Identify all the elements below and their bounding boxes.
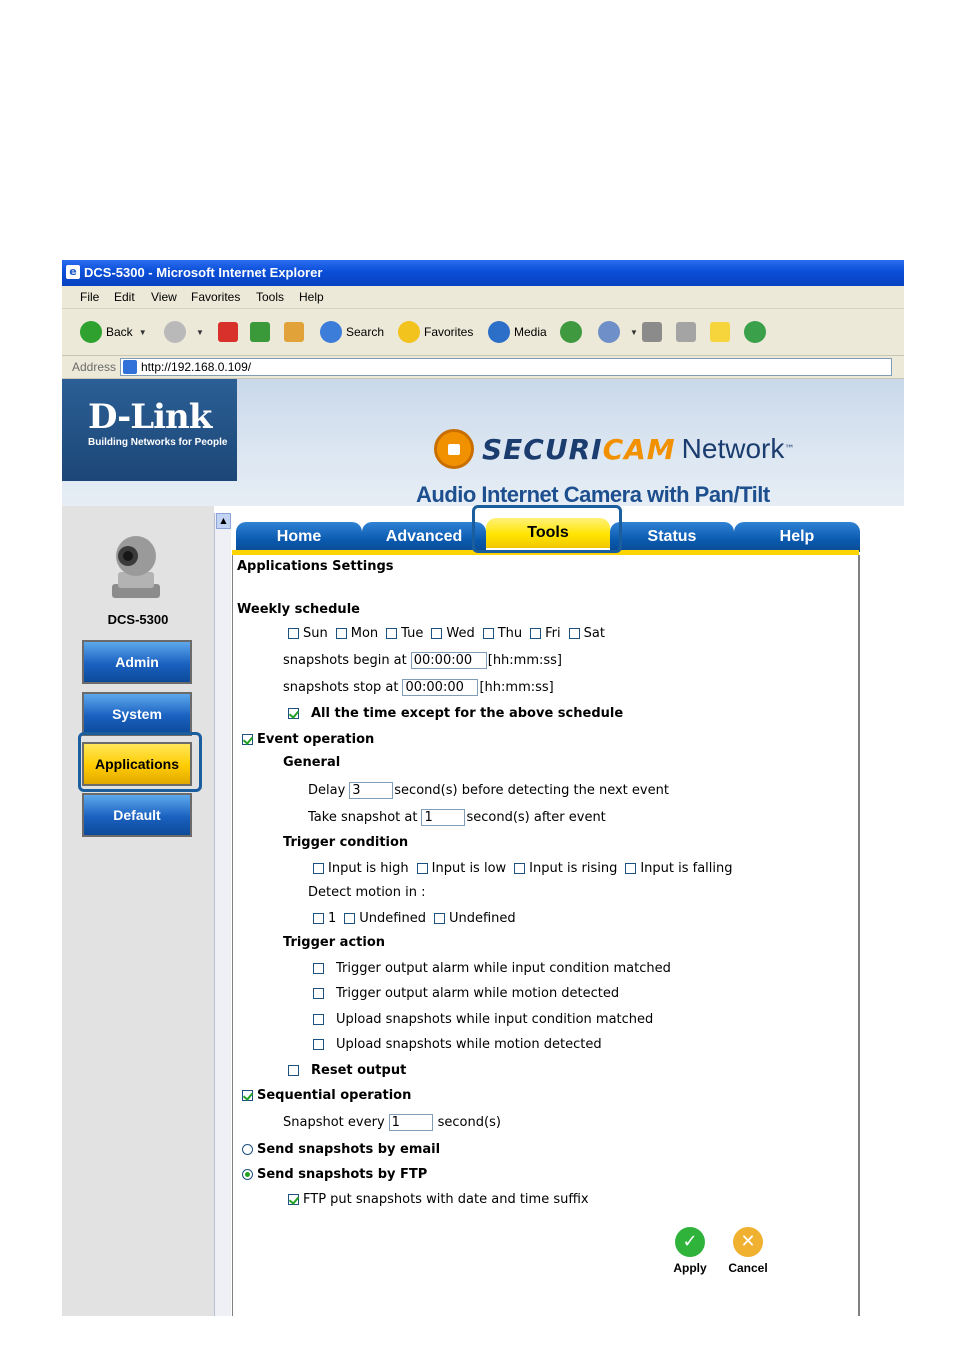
forward-button[interactable]	[164, 318, 204, 346]
favorites-button[interactable]	[398, 318, 473, 346]
back-arrow-icon	[80, 321, 102, 343]
applications-highlight	[78, 732, 202, 792]
action-1-label: Trigger output alarm while input condition matched	[336, 961, 671, 976]
event-operation-checkbox[interactable]	[242, 734, 253, 745]
action-3-checkbox[interactable]	[313, 1014, 324, 1025]
default-button[interactable]: Default	[82, 793, 192, 837]
ie-icon: e	[66, 265, 80, 279]
edit-button[interactable]	[676, 318, 696, 346]
window-title: DCS-5300 - Microsoft Internet Explorer	[84, 265, 323, 280]
day-fri-checkbox[interactable]	[530, 628, 541, 639]
input-falling-label: Input is falling	[640, 861, 733, 876]
day-fri-label: Fri	[545, 626, 561, 641]
menu-help[interactable]: Help	[299, 290, 324, 304]
tools-tab-highlight	[472, 505, 622, 553]
begin-row	[283, 652, 562, 669]
home-button[interactable]	[284, 318, 304, 346]
ftp-suffix-checkbox[interactable]	[288, 1194, 299, 1205]
menu-view[interactable]: View	[151, 290, 177, 304]
back-button[interactable]	[80, 318, 147, 346]
motion-window-1-label: 1	[328, 911, 337, 926]
menu-favorites[interactable]: Favorites	[191, 290, 241, 304]
input-conditions-row	[313, 861, 733, 876]
tab-tools[interactable]: Tools	[486, 518, 610, 548]
menu-tools[interactable]: Tools	[256, 290, 285, 304]
tab-home[interactable]: Home	[236, 522, 362, 552]
send-ftp-label: Send snapshots by FTP	[257, 1167, 428, 1182]
page-title: Applications Settings	[237, 559, 394, 574]
tab-advanced[interactable]: Advanced	[362, 522, 486, 552]
checkmark-icon: ✓	[675, 1227, 705, 1257]
star-icon	[398, 321, 420, 343]
camera-name: DCS-5300	[107, 612, 169, 627]
input-rising-label: Input is rising	[529, 861, 618, 876]
edit-icon	[676, 322, 696, 342]
stop-hint: [hh:mm:ss]	[479, 680, 554, 695]
media-icon	[488, 321, 510, 343]
media-label: Media	[514, 325, 547, 339]
print-button[interactable]	[642, 318, 662, 346]
event-operation-row	[242, 732, 374, 747]
page-icon	[123, 360, 137, 374]
all-time-row	[288, 706, 623, 721]
address-input[interactable]	[120, 358, 892, 376]
action-1-checkbox[interactable]	[313, 963, 324, 974]
securicam-logo	[434, 429, 794, 469]
ftp-suffix-row	[288, 1192, 589, 1207]
reset-output-checkbox[interactable]	[288, 1065, 299, 1076]
snapshot-every-label: Snapshot every	[283, 1115, 385, 1130]
securicam-part-1: SECURI	[482, 432, 603, 466]
day-sat-checkbox[interactable]	[569, 628, 580, 639]
input-rising-checkbox[interactable]	[514, 863, 525, 874]
take-snapshot-label: Take snapshot at	[308, 810, 418, 825]
input-low-checkbox[interactable]	[417, 863, 428, 874]
refresh-button[interactable]	[250, 318, 270, 346]
reset-output-label: Reset output	[311, 1063, 407, 1078]
search-button[interactable]	[320, 318, 384, 346]
scroll-up-icon[interactable]: ▲	[216, 513, 231, 529]
day-sat-label: Sat	[583, 626, 605, 641]
address-bar	[62, 356, 904, 379]
delay-label: Delay	[308, 783, 346, 798]
input-high-checkbox[interactable]	[313, 863, 324, 874]
stop-row	[283, 679, 554, 696]
applications-button[interactable]: Applications	[82, 742, 192, 786]
search-label: Search	[346, 325, 385, 339]
vertical-scrollbar[interactable]	[214, 513, 231, 1316]
note-icon	[710, 322, 730, 342]
take-snapshot-suffix: second(s) after event	[466, 810, 606, 825]
day-thu-label: Thu	[497, 626, 523, 641]
history-icon	[560, 321, 582, 343]
day-wed-label: Wed	[446, 626, 475, 641]
snapshot-every-row	[283, 1114, 501, 1131]
home-icon	[284, 322, 304, 342]
messenger-icon	[744, 321, 766, 343]
take-snapshot-row	[308, 809, 606, 826]
send-email-radio[interactable]	[242, 1144, 253, 1155]
back-label: Back	[106, 325, 133, 339]
action-3-label: Upload snapshots while input condition matched	[336, 1012, 654, 1027]
favorites-label: Favorites	[424, 325, 474, 339]
product-subtitle: Audio Internet Camera with Pan/Tilt	[416, 482, 770, 507]
send-ftp-radio[interactable]	[242, 1169, 253, 1180]
stop-button[interactable]	[218, 318, 238, 346]
input-low-label: Input is low	[431, 861, 507, 876]
begin-time-input[interactable]: 00:00:00	[411, 652, 487, 669]
event-operation-label: Event operation	[257, 732, 375, 747]
reset-output-row	[288, 1063, 406, 1078]
cancel-x-icon: ✕	[733, 1227, 763, 1257]
action-row-4	[313, 1037, 602, 1052]
lock-icon	[434, 429, 474, 469]
chevron-down-icon: ▼	[196, 327, 204, 337]
address-label: Address	[72, 360, 117, 374]
stop-icon	[218, 322, 238, 342]
delay-input[interactable]: 3	[349, 782, 393, 799]
motion-window-2-checkbox[interactable]	[344, 913, 355, 924]
motion-window-3-checkbox[interactable]	[434, 913, 445, 924]
apply-label: Apply	[673, 1261, 707, 1275]
send-ftp-row	[242, 1167, 427, 1182]
browser-window	[62, 260, 904, 1316]
day-tue-checkbox[interactable]	[386, 628, 397, 639]
settings-panel	[232, 555, 860, 1316]
send-email-label: Send snapshots by email	[257, 1142, 441, 1157]
begin-label: snapshots begin at	[283, 653, 407, 668]
address-url: http://192.168.0.109/	[141, 360, 252, 374]
detect-motion-label: Detect motion in :	[308, 885, 426, 900]
day-tue-label: Tue	[401, 626, 424, 641]
history-button[interactable]	[560, 318, 586, 346]
menu-file[interactable]: File	[80, 290, 100, 304]
securicam-part-2: CAM	[602, 432, 676, 466]
left-panel	[62, 506, 214, 1316]
snapshot-every-suffix: second(s)	[437, 1115, 501, 1130]
action-4-label: Upload snapshots while motion detected	[336, 1037, 602, 1052]
all-time-label: All the time except for the above schedule	[311, 706, 624, 721]
day-thu-checkbox[interactable]	[483, 628, 494, 639]
motion-window-1-checkbox[interactable]	[313, 913, 324, 924]
cancel-button[interactable]	[723, 1227, 773, 1275]
action-row-3	[313, 1012, 653, 1027]
browser-toolbar	[62, 309, 904, 356]
mail-button[interactable]	[598, 318, 638, 346]
forward-arrow-icon	[164, 321, 186, 343]
banner	[62, 379, 904, 506]
dlink-tagline: Building Networks for People	[88, 437, 228, 448]
sequential-row	[242, 1088, 411, 1103]
system-button[interactable]: System	[82, 692, 192, 736]
day-sun-label: Sun	[303, 626, 328, 641]
motion-windows-row	[313, 911, 516, 926]
tab-status[interactable]: Status	[610, 522, 734, 552]
days-row	[288, 626, 605, 641]
input-falling-checkbox[interactable]	[625, 863, 636, 874]
trigger-action-heading: Trigger action	[283, 935, 386, 950]
snapshot-every-input[interactable]: 1	[389, 1114, 433, 1131]
media-button[interactable]	[488, 318, 547, 346]
camera-image	[104, 534, 168, 600]
chevron-down-icon: ▼	[630, 327, 638, 337]
day-wed-checkbox[interactable]	[431, 628, 442, 639]
ftp-suffix-label: FTP put snapshots with date and time suffix	[303, 1192, 589, 1207]
menu-edit[interactable]: Edit	[114, 290, 135, 304]
begin-hint: [hh:mm:ss]	[487, 653, 563, 668]
stop-label: snapshots stop at	[283, 680, 399, 695]
trigger-condition-heading: Trigger condition	[283, 835, 409, 850]
refresh-icon	[250, 322, 270, 342]
weekly-schedule-heading: Weekly schedule	[237, 602, 360, 617]
chevron-down-icon: ▼	[138, 327, 147, 337]
action-row-1	[313, 961, 671, 976]
delay-row	[308, 782, 669, 799]
input-high-label: Input is high	[328, 861, 409, 876]
action-row-2	[313, 986, 619, 1001]
print-icon	[642, 322, 662, 342]
mail-icon	[598, 321, 620, 343]
title-bar	[62, 260, 904, 286]
action-2-label: Trigger output alarm while motion detected	[336, 986, 620, 1001]
dlink-logo-block	[62, 379, 237, 481]
general-heading: General	[283, 755, 341, 770]
take-snapshot-input[interactable]: 1	[421, 809, 465, 826]
messenger-button[interactable]	[744, 318, 770, 346]
cancel-label: Cancel	[728, 1261, 768, 1275]
sequential-checkbox[interactable]	[242, 1090, 253, 1101]
all-time-checkbox[interactable]	[288, 708, 299, 719]
action-4-checkbox[interactable]	[313, 1039, 324, 1050]
sequential-label: Sequential operation	[257, 1088, 412, 1103]
send-email-row	[242, 1142, 440, 1157]
action-2-checkbox[interactable]	[313, 988, 324, 999]
trademark: ™	[784, 443, 795, 455]
menu-bar	[62, 286, 904, 309]
day-mon-label: Mon	[350, 626, 379, 641]
admin-button[interactable]: Admin	[82, 640, 192, 684]
apply-button[interactable]	[665, 1227, 715, 1275]
motion-window-3-label: Undefined	[448, 911, 516, 926]
day-mon-checkbox[interactable]	[336, 628, 347, 639]
search-icon	[320, 321, 342, 343]
discuss-button[interactable]	[710, 318, 730, 346]
dlink-logo: D-Link	[88, 397, 212, 437]
day-sun-checkbox[interactable]	[288, 628, 299, 639]
delay-suffix: second(s) before detecting the next event	[394, 783, 669, 798]
tab-help[interactable]: Help	[734, 522, 860, 552]
securicam-part-3: Network	[681, 433, 785, 464]
stop-time-input[interactable]: 00:00:00	[402, 679, 478, 696]
motion-window-2-label: Undefined	[359, 911, 426, 926]
